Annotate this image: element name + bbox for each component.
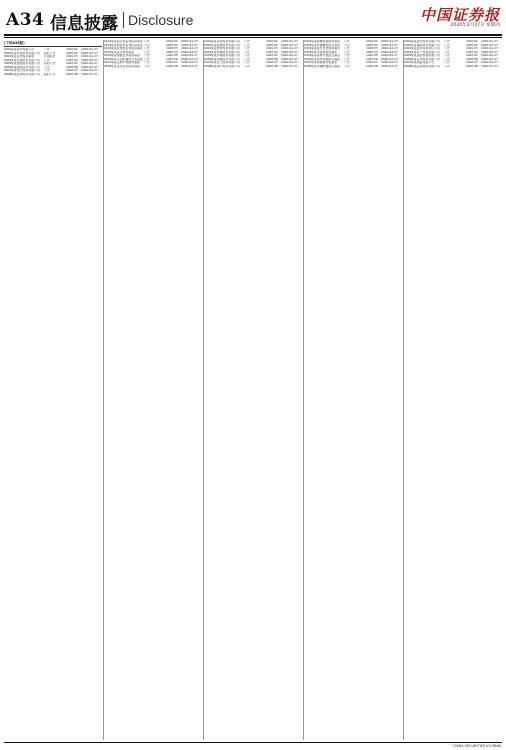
listing-cell: 某某证券股份有限公司 [411, 57, 440, 61]
listing-cell: 0307 [304, 60, 312, 65]
listing-cell: 2020 [166, 40, 174, 43]
listing-cell: 2020 [366, 63, 374, 68]
listing-cell: 公告 [144, 40, 150, 43]
listing-cell: 公告 [344, 47, 350, 51]
listing-cell: 2020-02-27 [381, 40, 398, 43]
masthead [4, 8, 502, 32]
listing-cell: 03 [474, 46, 478, 51]
listing-cell: 2020-02-27 [481, 56, 498, 61]
listing-cell: 某某医药股份有限公司 [11, 72, 40, 76]
listing-cell: 某某消费升级混合基金 [311, 54, 340, 58]
listing-cell: 某某电子股份有限公司 [11, 69, 40, 73]
listing-cell: 0004 [4, 57, 12, 62]
listing-cell: 公告 [444, 61, 450, 65]
listing-cell: 0303 [304, 46, 312, 51]
listing-cell: 2020-02-27 [481, 46, 498, 51]
listing-cell: 2020-02-27 [481, 40, 498, 43]
listing-cell: 0203 [204, 46, 212, 51]
listing-cell: 某某价值精选混合基金 [311, 43, 340, 47]
footer-rule [4, 742, 502, 743]
listing-cell: 2020 [266, 53, 274, 58]
listing-cell: 06 [274, 56, 278, 61]
listing-cell: 04 [274, 49, 278, 54]
listing-cell: 2020-02-27 [281, 63, 298, 68]
listing-cell: 0204 [204, 49, 212, 54]
listing-cell: 公告 [244, 54, 250, 58]
listing-cell: 某某资产管理有限公司 [411, 50, 440, 54]
listing-cell: 07 [474, 60, 478, 65]
listing-cell: 2020 [266, 63, 274, 68]
listing-cell: 0302 [304, 42, 312, 47]
listing-cell: 04 [74, 57, 78, 62]
listing-cell: 04 [174, 49, 178, 54]
listing-cell: 某某货币市场基金 [111, 50, 135, 54]
listing-cell: 07 [374, 60, 378, 65]
listing-cell: 某某股票型证券投资基金 [111, 47, 143, 51]
listing-cell: 某某均衡配置混合基金 [311, 64, 340, 68]
listing-cell: 2020-02-27 [281, 56, 298, 61]
listing-cell: 2020-02-27 [181, 56, 198, 61]
listing-cell: 某某科技创新混合基金 [311, 57, 340, 61]
listing-cell: 2020 [266, 46, 274, 51]
listing-cell: 定期报告 [44, 55, 56, 59]
listing-cell: 05 [274, 53, 278, 58]
listing-cell: 某某集团股份有限公司 [11, 62, 40, 66]
listing-cell: 公告 [44, 69, 50, 73]
listing-cell: 公告 [144, 54, 150, 58]
listing-cell: 某某成长优选股票基金 [311, 47, 340, 51]
listing-cell: 2020-02-27 [381, 60, 398, 65]
listing-cell: 2020 [466, 56, 474, 61]
listing-cell: 04 [374, 49, 378, 54]
listing-cell: 2020-02-27 [281, 60, 298, 65]
listing-cell: 0407 [404, 60, 412, 65]
listing-cell: 06 [374, 56, 378, 61]
listing-cell: 2020-02-27 [481, 49, 498, 54]
listing-cell: 01 [474, 40, 478, 43]
listing-cell: 2020 [466, 53, 474, 58]
listing-cell: 0408 [404, 63, 412, 68]
listing-cell: 02 [74, 50, 78, 55]
listing-row [304, 65, 402, 69]
listing-cell: 06 [74, 64, 78, 69]
listing-cell: 公告 [244, 43, 250, 47]
listing-column [104, 40, 202, 740]
column-heading: (下转A35版) [4, 40, 102, 47]
listing-cell: 0405 [404, 53, 412, 58]
listing-cell: 0007 [4, 68, 12, 73]
listing-cell: 2020-02-27 [181, 60, 198, 65]
listing-cell: 2020-02-27 [181, 63, 198, 68]
listing-cell: 公告 [44, 65, 50, 69]
listing-cell: 2020 [366, 60, 374, 65]
listing-cell: 2020 [66, 54, 74, 59]
listing-cell: 公告 [44, 48, 50, 51]
listing-cell: 公告 [444, 57, 450, 61]
listing-cell: 05 [374, 53, 378, 58]
listing-cell: 07 [74, 68, 78, 73]
listing-cell: 06 [474, 56, 478, 61]
listing-cell: 0306 [304, 56, 312, 61]
listing-cell: 0005 [4, 61, 12, 66]
listing-cell: 2020-02-27 [381, 42, 398, 47]
listing-cell: 公告 [244, 40, 250, 43]
listing-cell: 0206 [204, 56, 212, 61]
listing-cell: 2020-02-27 [81, 61, 98, 66]
column-divider [203, 40, 204, 740]
listing-cell: 0001 [4, 47, 12, 51]
listing-cell: 02 [274, 42, 278, 47]
listing-cell: 06 [174, 56, 178, 61]
listing-cell: 公告 [244, 47, 250, 51]
listing-row [404, 65, 502, 69]
listing-cell: 2020 [466, 63, 474, 68]
listing-cell: 2020 [166, 60, 174, 65]
listing-cell: 公告 [344, 57, 350, 61]
listing-cell: 公告 [344, 54, 350, 58]
listing-cell: 某某基金管理有限公司 [411, 54, 440, 58]
listing-cell: 01 [74, 47, 78, 51]
listing-cell: 2020-02-27 [381, 49, 398, 54]
listing-cell: 某某环保股份有限公司 [211, 54, 240, 58]
masthead-rule [4, 34, 502, 36]
listing-cell: 01 [374, 40, 378, 43]
listing-cell: 某某机械股份有限公司 [211, 50, 240, 54]
listing-cell: 某某定期开放债券基金 [111, 61, 140, 65]
listing-cell: 公告 [144, 57, 150, 61]
section-title-en: Disclosure [128, 12, 194, 28]
listing-cell: 07 [274, 60, 278, 65]
listing-cell: 0104 [104, 49, 112, 54]
listing-cell: 2020-02-27 [81, 71, 98, 76]
listing-cell: 0201 [204, 40, 212, 43]
listing-cell: 某某实业股份有限公司 [211, 40, 240, 43]
listing-cell: 临时公告 [44, 72, 56, 76]
page-number: A34 [6, 10, 45, 30]
listing-cell: 2020 [66, 50, 74, 55]
listing-cell: 0404 [404, 49, 412, 54]
listing-cell: 0402 [404, 42, 412, 47]
listing-cell: 公告 [344, 40, 350, 43]
listing-cell: 2020 [266, 56, 274, 61]
listing-cell: 2020-02-27 [381, 63, 398, 68]
listing-cell: 2020-02-27 [181, 42, 198, 47]
listing-cell: 2020 [466, 40, 474, 43]
listing-cell: 某某证券投资基金 [11, 55, 35, 59]
listing-cell: 公告 [144, 47, 150, 51]
listing-cell: 0002 [4, 50, 12, 55]
listing-cell: 2020-02-27 [481, 53, 498, 58]
listing-cell: 2020 [466, 42, 474, 47]
listing-row [104, 65, 202, 69]
listing-cell: 2020-02-27 [81, 50, 98, 55]
listing-cell: 0107 [104, 60, 112, 65]
listing-cell: 03 [174, 46, 178, 51]
listing-cell: 2020-02-27 [81, 47, 98, 51]
listing-cell: 某某银行股份有限公司 [411, 40, 440, 43]
listing-cell: 公告 [344, 64, 350, 68]
listing-cell: 0202 [204, 42, 212, 47]
listing-cell: 0305 [304, 53, 312, 58]
listing-cell: 0406 [404, 56, 412, 61]
listing-cell: 2020 [66, 64, 74, 69]
listing-cell: 2020 [166, 53, 174, 58]
listing-cell: 2020-02-27 [81, 64, 98, 69]
listing-cell: 0205 [204, 53, 212, 58]
listing-cell: 公告 [344, 50, 350, 54]
listing-cell: 04 [474, 49, 478, 54]
listing-cell: 2020-02-27 [281, 53, 298, 58]
listing-cell: 公告 [444, 64, 450, 68]
listing-cell: 0108 [104, 63, 112, 68]
listing-cell: 0003 [4, 54, 12, 59]
listing-cell: 公告 [444, 43, 450, 47]
listing-cell: 2020 [66, 47, 74, 51]
listing-cell: 07 [174, 60, 178, 65]
listing-cell: 2020 [66, 61, 74, 66]
listing-cell: 2020 [166, 42, 174, 47]
listing-cell: 08 [374, 63, 378, 68]
listing-cell: 02 [374, 42, 378, 47]
listing-cell: 0403 [404, 46, 412, 51]
listing-row [4, 73, 102, 77]
listing-cell: 某某指数证券投资基金 [111, 54, 140, 58]
listing-cell: 0106 [104, 56, 112, 61]
listing-cell: 某某中短债债券基金 [311, 50, 338, 54]
listing-cell: 某某期货有限公司 [411, 61, 435, 65]
listing-cell: 2020 [366, 56, 374, 61]
listing-cell: 某某信托有限责任公司 [411, 47, 440, 51]
listing-cell: 公告 [444, 40, 450, 43]
listing-cell: 临时公告 [44, 62, 56, 66]
footer-text: CHINA SECURITIES JOURNAL [452, 744, 502, 748]
listing-cell: 2020-02-27 [181, 53, 198, 58]
listing-cell: 0105 [104, 53, 112, 58]
listing-cell: 08 [274, 63, 278, 68]
listing-cell: 2020-02-27 [481, 42, 498, 47]
listing-cell: 01 [274, 40, 278, 43]
listing-cell: 公告 [244, 57, 250, 61]
column-divider [403, 40, 404, 740]
listing-cell: 公告 [244, 61, 250, 65]
listing-cell: 0401 [404, 40, 412, 43]
listing-cell: 2020-02-27 [81, 54, 98, 59]
listing-cell: 公告 [444, 47, 450, 51]
listing-cell: 08 [474, 63, 478, 68]
listing-column [304, 40, 402, 740]
listing-cell: 2020-02-27 [181, 46, 198, 51]
listing-cell: 2020-02-27 [281, 42, 298, 47]
listing-cell: 2020-02-27 [381, 53, 398, 58]
listing-cell: 03 [74, 54, 78, 59]
column-divider [303, 40, 304, 740]
listing-cell: 2020-02-27 [281, 46, 298, 51]
listing-cell: 某某材料股份有限公司 [211, 47, 240, 51]
listing-cell: 0103 [104, 46, 112, 51]
listing-cell: 公告 [144, 64, 150, 68]
column-divider [103, 40, 104, 740]
listing-cell: 0008 [4, 71, 12, 76]
listing-cell: 公告 [244, 50, 250, 54]
listing-cell: 2020 [66, 71, 74, 76]
listing-cell: 公告 [444, 54, 450, 58]
listing-cell: 03 [274, 46, 278, 51]
listing-cell: 0207 [204, 60, 212, 65]
listing-cell: 2020-02-27 [381, 46, 398, 51]
listing-cell: 某某灵活配置混合型基金 [111, 57, 143, 61]
listing-cell: 2020 [266, 40, 274, 43]
listing-cell: 某某稳健收益债券基金 [311, 40, 340, 43]
listing-cell: 公告 [44, 58, 50, 62]
listing-cell: 02 [174, 42, 178, 47]
listing-cell: 某某科技股份有限公司 [11, 51, 40, 55]
listing-cell: 某某股份有限公司 [11, 48, 35, 51]
listing-cell: 2020 [366, 46, 374, 51]
listing-cell: 临时公告 [44, 51, 56, 55]
listing-cell: 05 [474, 53, 478, 58]
listing-cell: 08 [174, 63, 178, 68]
listing-cell: 某某化工股份有限公司 [211, 61, 240, 65]
listing-cell: 0304 [304, 49, 312, 54]
listing-cell: 某某债券型证券投资基金 [111, 43, 143, 47]
listing-cell: 某某能源股份有限公司 [211, 43, 240, 47]
listing-cell: 公告 [144, 50, 150, 54]
listing-cell: 2020 [366, 53, 374, 58]
listing-cell: 某某地产股份有限公司 [211, 64, 240, 68]
listing-cell: 某某保险股份有限公司 [411, 43, 440, 47]
listing-cell: 2020-02-27 [81, 68, 98, 73]
listing-cell: 2020-02-27 [381, 56, 398, 61]
listing-cell: 2020-02-27 [181, 49, 198, 54]
listing-cell: 2020-02-27 [281, 40, 298, 43]
listing-cell: 2020 [66, 57, 74, 62]
listing-column [204, 40, 302, 740]
listing-cell: 2020 [466, 49, 474, 54]
title-divider [123, 12, 124, 28]
listing-row [204, 65, 302, 69]
listing-cell: 2020 [166, 46, 174, 51]
listing-cell: 05 [174, 53, 178, 58]
listing-cell: 公告 [144, 61, 150, 65]
listing-cell: 2020 [166, 56, 174, 61]
listing-cell: 公告 [144, 43, 150, 47]
section-title-cn: 信息披露 [50, 14, 118, 34]
listing-cell: 2020 [266, 42, 274, 47]
issue-date: 2020年2月27日 星期四 [450, 23, 500, 28]
listing-cell: 某某发展股份有限公司 [11, 58, 40, 62]
listing-cell: 公告 [244, 64, 250, 68]
listing-cell: 0102 [104, 42, 112, 47]
listing-cell: 某某纯债债券型基金 [311, 61, 338, 65]
listing-cell: 08 [74, 71, 78, 76]
masthead-rule-thin [4, 37, 502, 38]
listing-cell: 公告 [444, 50, 450, 54]
listing-cell: 03 [374, 46, 378, 51]
listing-cell: 公告 [344, 61, 350, 65]
listing-cell: 0208 [204, 63, 212, 68]
listing-cell: 2020 [466, 46, 474, 51]
listing-cell: 02 [474, 42, 478, 47]
listing-cell: 某某传媒股份有限公司 [211, 57, 240, 61]
listing-cell: 2020 [166, 49, 174, 54]
listing-cell: 01 [174, 40, 178, 43]
listing-cell: 0006 [4, 64, 12, 69]
listing-cell: 2020-02-27 [481, 63, 498, 68]
listing-cell: 某某量化证券投资基金 [111, 64, 140, 68]
listing-cell: 05 [74, 61, 78, 66]
listing-cell: 0101 [104, 40, 112, 43]
listing-column [4, 40, 102, 740]
listing-cell: 某某混合型证券投资基金 [111, 40, 143, 43]
listing-cell: 2020-02-27 [81, 57, 98, 62]
listing-cell: 某某控股股份有限公司 [11, 65, 40, 69]
listing-cell: 某某投资控股有限公司 [411, 64, 440, 68]
listing-cell: 2020-02-27 [181, 40, 198, 43]
listing-cell: 2020 [366, 42, 374, 47]
listing-cell: 2020-02-27 [481, 60, 498, 65]
listing-column [404, 40, 502, 740]
listing-cell: 2020 [266, 49, 274, 54]
listing-columns [4, 40, 502, 740]
listing-cell: 0308 [304, 63, 312, 68]
listing-cell: 2020-02-27 [281, 49, 298, 54]
listing-cell: 0301 [304, 40, 312, 43]
listing-cell: 2020 [66, 68, 74, 73]
listing-cell: 2020 [266, 60, 274, 65]
listing-cell: 2020 [466, 60, 474, 65]
listing-cell: 2020 [366, 40, 374, 43]
newspaper-logo: 中国证券报 [419, 6, 500, 24]
listing-cell: 2020 [366, 49, 374, 54]
listing-cell: 公告 [344, 43, 350, 47]
listing-cell: 2020 [166, 63, 174, 68]
